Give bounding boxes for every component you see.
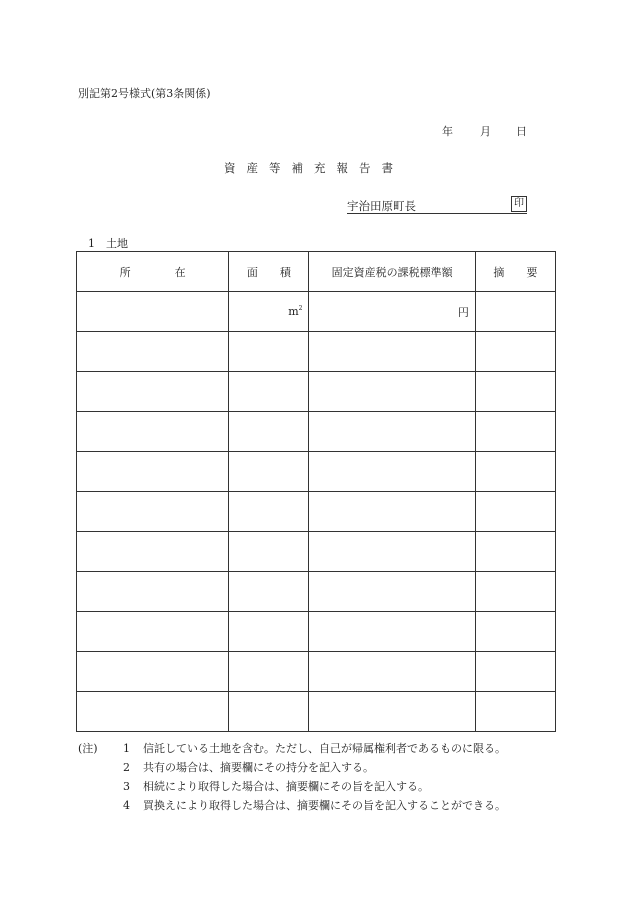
cell-location[interactable]	[77, 412, 229, 452]
cell-note[interactable]	[475, 372, 555, 412]
header-value: 固定資産税の課税標準額	[309, 252, 475, 292]
note-text: 共有の場合は、摘要欄にその持分を記入する。	[143, 761, 374, 774]
cell-note[interactable]	[475, 652, 555, 692]
cell-area[interactable]	[229, 332, 309, 372]
value-unit: 円	[457, 305, 469, 319]
table-row	[77, 492, 556, 532]
cell-location[interactable]	[77, 692, 229, 732]
cell-location[interactable]	[77, 532, 229, 572]
cell-note[interactable]	[475, 532, 555, 572]
table-row	[77, 292, 556, 332]
cell-value[interactable]	[309, 692, 475, 732]
addressee-name: 宇治田原町長	[347, 199, 416, 213]
cell-value[interactable]	[309, 612, 475, 652]
cell-note[interactable]	[475, 332, 555, 372]
date-day: 日	[516, 125, 527, 138]
cell-location[interactable]	[77, 372, 229, 412]
date-month: 月	[480, 125, 491, 138]
cell-value[interactable]	[309, 412, 475, 452]
cell-note[interactable]	[475, 292, 555, 332]
cell-location[interactable]	[77, 652, 229, 692]
cell-value[interactable]	[309, 492, 475, 532]
cell-note[interactable]	[475, 492, 555, 532]
cell-area[interactable]	[229, 492, 309, 532]
cell-area[interactable]	[229, 572, 309, 612]
cell-note[interactable]	[475, 412, 555, 452]
seal-mark: 印	[511, 196, 527, 212]
cell-location[interactable]	[77, 572, 229, 612]
cell-location[interactable]	[77, 612, 229, 652]
cell-area[interactable]	[229, 372, 309, 412]
table-row	[77, 532, 556, 572]
date-year: 年	[442, 125, 453, 138]
cell-location[interactable]	[77, 452, 229, 492]
cell-location[interactable]	[77, 332, 229, 372]
cell-location[interactable]	[77, 292, 229, 332]
cell-note[interactable]	[475, 692, 555, 732]
cell-area[interactable]	[229, 452, 309, 492]
table-row	[77, 652, 556, 692]
section-heading: 1 土地	[88, 237, 128, 250]
table-row	[77, 612, 556, 652]
cell-area[interactable]	[229, 652, 309, 692]
note-text: 相続により取得した場合は、摘要欄にその旨を記入する。	[143, 780, 429, 793]
cell-location[interactable]	[77, 492, 229, 532]
note-text: 買換えにより取得した場合は、摘要欄にその旨を記入することができる。	[143, 799, 506, 812]
cell-area[interactable]	[229, 532, 309, 572]
note-item	[78, 777, 506, 796]
addressee-line	[347, 197, 527, 214]
cell-note[interactable]	[475, 572, 555, 612]
note-number: 2	[123, 761, 130, 774]
header-area: 面 積	[229, 252, 309, 292]
cell-area[interactable]	[229, 612, 309, 652]
cell-area[interactable]	[229, 692, 309, 732]
land-table	[76, 251, 556, 732]
document-title: 資産等補充報告書	[224, 161, 404, 175]
note-number: 3	[123, 780, 130, 793]
note-item	[78, 739, 506, 758]
table-row	[77, 412, 556, 452]
cell-value[interactable]	[309, 292, 475, 332]
table-row	[77, 572, 556, 612]
table-row	[77, 332, 556, 372]
cell-note[interactable]	[475, 612, 555, 652]
note-item	[78, 796, 506, 815]
note-number: 1	[123, 742, 130, 755]
table-row	[77, 452, 556, 492]
cell-value[interactable]	[309, 652, 475, 692]
note-item	[78, 758, 506, 777]
cell-value[interactable]	[309, 372, 475, 412]
cell-value[interactable]	[309, 332, 475, 372]
table-header-row	[77, 252, 556, 292]
cell-area[interactable]	[229, 292, 309, 332]
note-number: 4	[123, 799, 130, 812]
table-row	[77, 692, 556, 732]
form-id: 別記第2号様式(第3条関係)	[78, 87, 211, 100]
cell-value[interactable]	[309, 452, 475, 492]
area-unit-exponent: 2	[298, 305, 303, 312]
cell-note[interactable]	[475, 452, 555, 492]
header-note: 摘 要	[475, 252, 555, 292]
cell-area[interactable]	[229, 412, 309, 452]
notes-lead: (注)	[78, 742, 98, 755]
header-location: 所 在	[77, 252, 229, 292]
area-unit: m	[288, 305, 299, 318]
note-text: 信託している土地を含む。ただし、自己が帰属権利者であるものに限る。	[143, 742, 506, 755]
table-row	[77, 372, 556, 412]
cell-value[interactable]	[309, 532, 475, 572]
notes	[78, 739, 506, 815]
cell-value[interactable]	[309, 572, 475, 612]
